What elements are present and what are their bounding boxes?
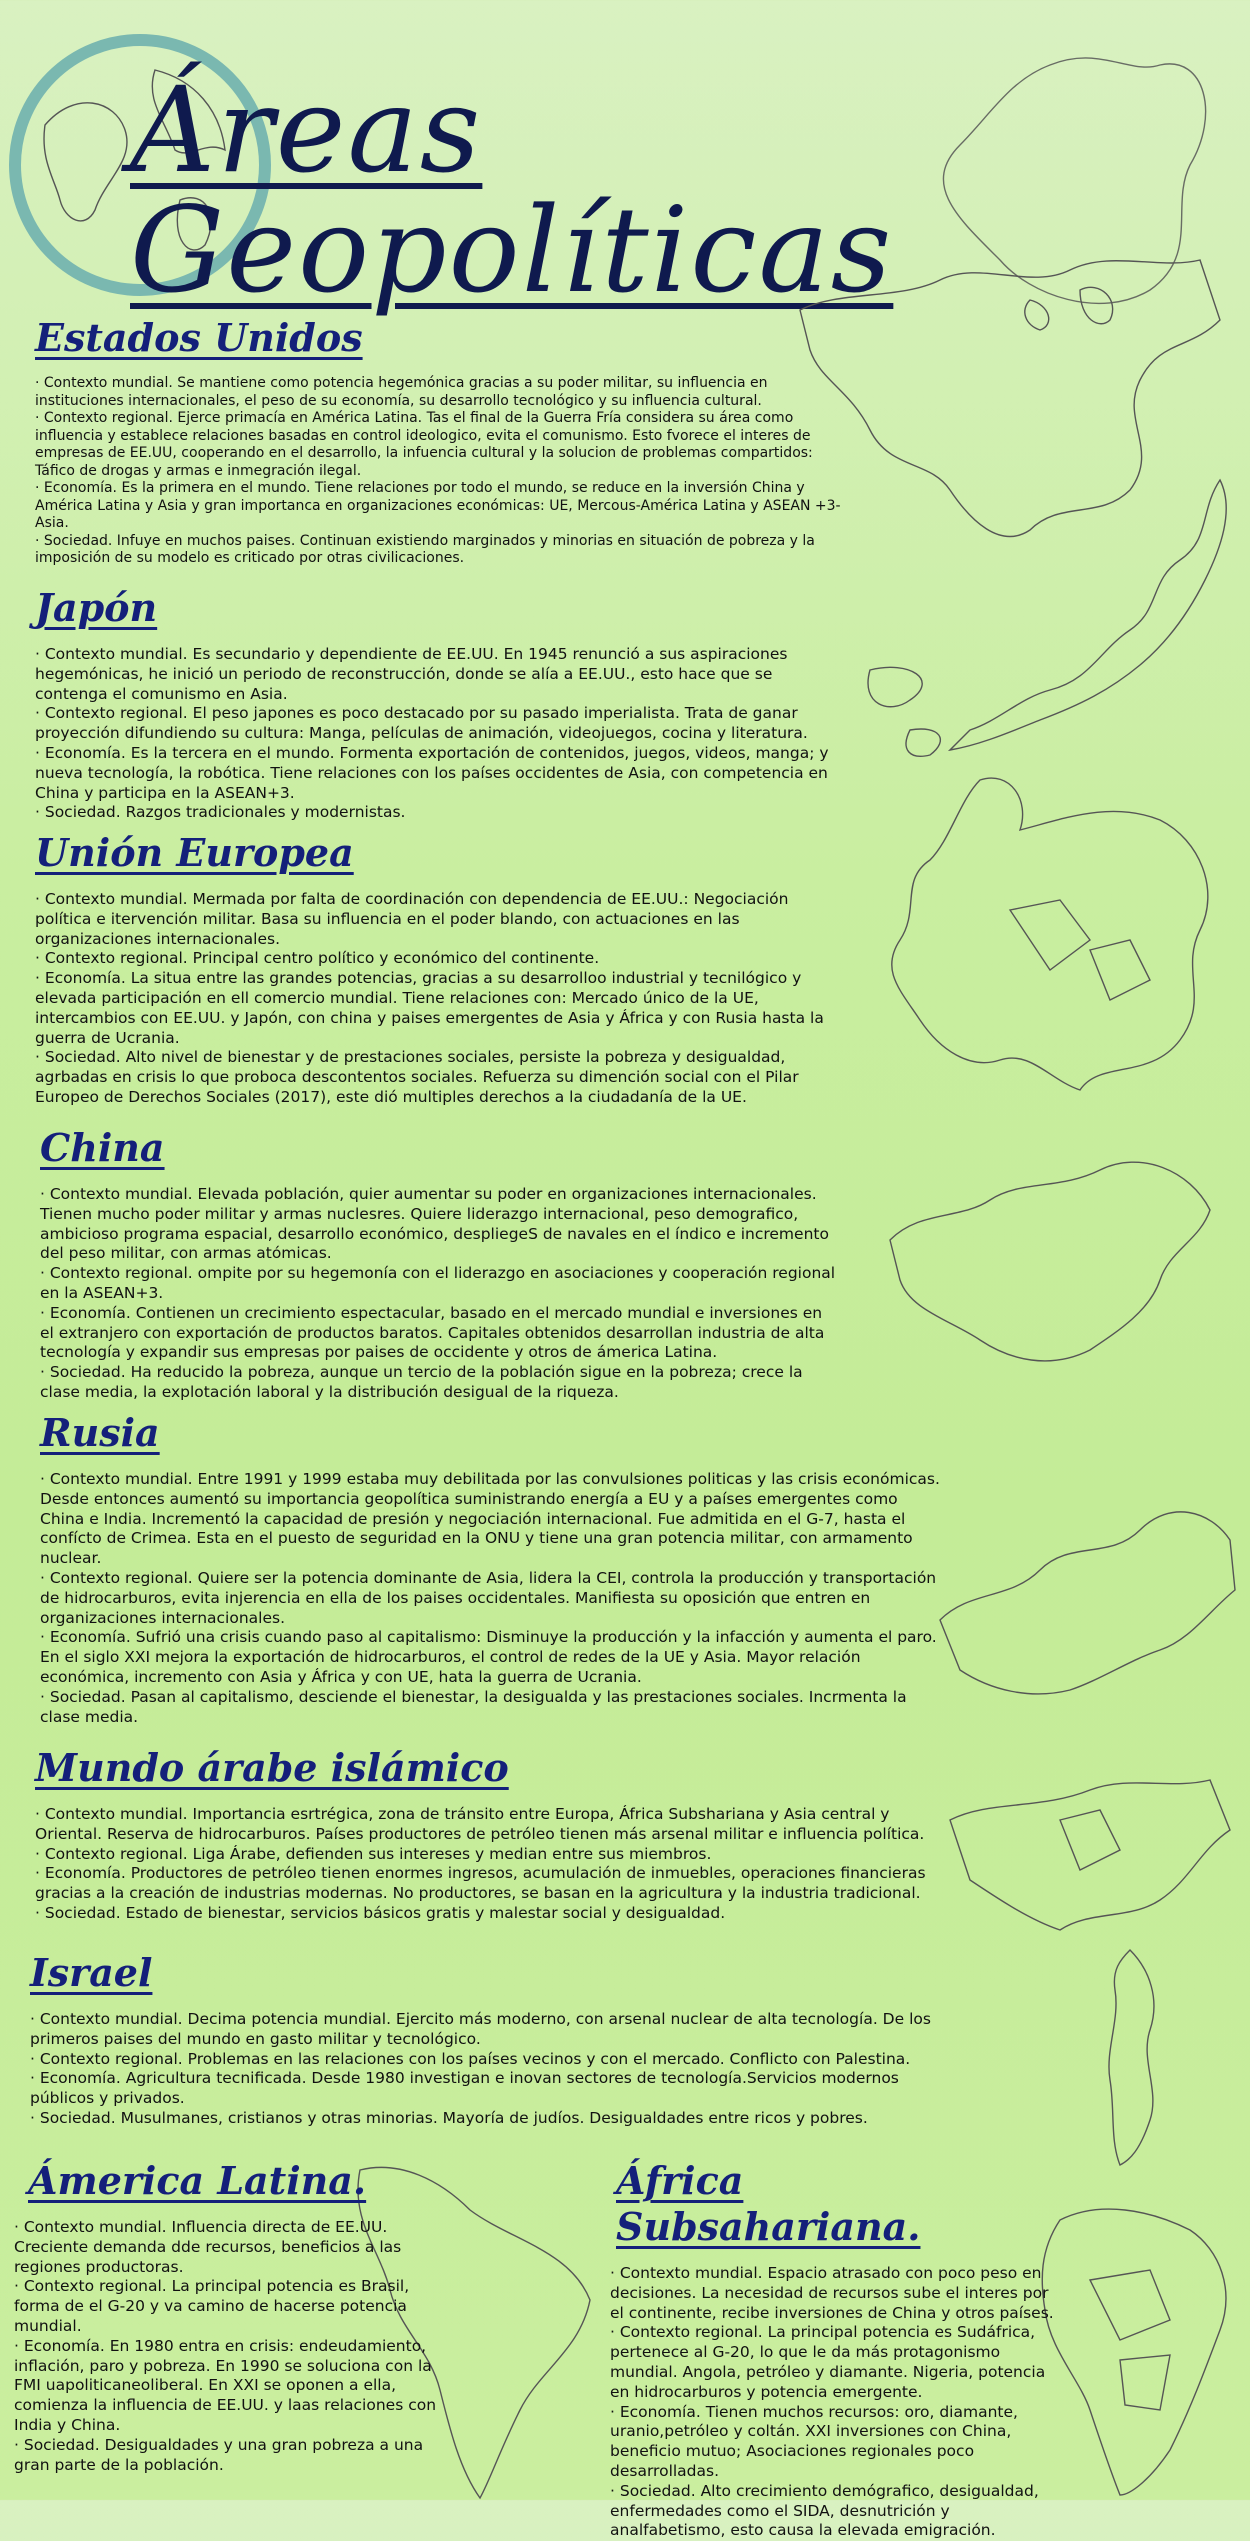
line-contexto-mundial: · Contexto mundial. Es secundario y dependiente de EE.UU. En 1945 renunció a sus aspiraciones hegemónicas, he inició un periodo de reconstrucción, donde se alía a EE.UU., esto hace que se contenga el comunismo en Asia. [35, 645, 788, 703]
line-contexto-regional: · Contexto regional. Quiere ser la potencia dominante de Asia, lidera la CEI, controla la producción y transportación de hidrocarburos, evita injerencia en ella de los paises occidentales. Manifiesta su oposición que entren en organizaciones internacionales. [40, 1568, 937, 1627]
section-union-europea [35, 830, 825, 1108]
section-heading: África Subsahariana. [616, 2158, 921, 2249]
line-economia: · Economía. Tienen muchos recursos: oro, diamante, uranio,petróleo y coltán. XXI inversiones con China, beneficio mutuo; Asociaciones regionales poco desarrolladas. [610, 2402, 1018, 2480]
line-sociedad: · Sociedad. Desigualdades y una gran pobreza a una gran parte de la población. [14, 2435, 424, 2474]
line-contexto-regional: · Contexto regional. Problemas en las relaciones con los países vecinos y con el mercado. Conflicto con Palestina. [30, 2049, 911, 2068]
line-contexto-regional: · Contexto regional. La principal potencia es Brasil, forma de el G-20 y va camino de hacerse potencia mundial. [14, 2277, 410, 2335]
line-sociedad: · Sociedad. Razgos tradicionales y modernistas. [35, 803, 406, 822]
line-contexto-mundial: · Contexto mundial. Decima potencia mundial. Ejercito más moderno, con arsenal nuclear de alta tecnología. De los primeros paises del mundo en gasto militar y tecnológico. [30, 2010, 931, 2048]
africa-map-icon [1030, 2190, 1240, 2500]
line-contexto-mundial: · Contexto mundial. Mermada por falta de coordinación con dependencia de EE.UU.: Negociación política e itervención militar. Basa su influencia en el poder blando, con actuaciones en las organizaciones internacionales. [35, 890, 789, 948]
line-contexto-regional: · Contexto regional. Ejerce primacía en América Latina. Tas el final de la Guerra Fría considera su área como influencia y establece relaciones basadas en control ideologico, evita el comunismo. Esto fvorece el interes de empresas de EE.UU, cooperando en el desarrollo, la infuencia cultural y la solucion de problemas compartidos: Táfico de drogas y armas e inmegración ilegal. [35, 410, 813, 479]
line-economia: · Economía. Es la primera en el mundo. Tiene relaciones por todo el mundo, se reduce en la inversión China y América Latina y Asia y gran importanca en organizaciones económicas: UE, Mercous-América Latina y ASEAN +3- Asia. [35, 480, 841, 531]
line-sociedad: · Sociedad. Pasan al capitalismo, desciende el bienestar, la desigualda y las prestaciones sociales. Incrmenta la clase media. [40, 1687, 907, 1726]
line-contexto-regional: · Contexto regional. Liga Árabe, defienden sus intereses y median entre sus miembros. [35, 1844, 712, 1863]
line-economia: · Economía. Sufrió una crisis cuando paso al capitalismo: Disminuye la producción y la infacción y aumenta el paro. En el siglo XXI mejora la exportación de hidrocarburos, el control de redes de la UE y Asia. Mayor relación económica, incremento con Asia y África y con UE, hata la guerra de Ucrania. [40, 1628, 937, 1686]
line-economia: · Economía. En 1980 entra en crisis: endeudamiento, inflación, paro y pobreza. En 1990 se soluciona con la FMI uapoliticaneoliberal. En XXI se oponen a ella, comienza la influencia de EE.UU. y laas relaciones con India y China. [14, 2336, 437, 2434]
line-contexto-mundial: · Contexto mundial. Influencia directa de EE.UU. Creciente demanda dde recursos, beneficios a las regiones productoras. [14, 2218, 402, 2276]
line-contexto-regional: · Contexto regional. La principal potencia es Sudáfrica, pertenece al G-20, lo que le da más protagonismo mundial. Angola, petróleo y diamante. Nigeria, potencia en hidrocarburos y potencia emergente. [610, 2323, 1046, 2401]
line-contexto-regional: · Contexto regional. El peso japones es poco destacado por su pasado imperialista. Trata de ganar proyección difundiendo su cultura: Manga, películas de animación, videojuegos, cocina y literatura. [35, 704, 808, 743]
section-israel [30, 1950, 935, 2129]
section-heading: Ámerica Latina. [28, 2158, 367, 2203]
line-contexto-mundial: · Contexto mundial. Espacio atrasado con poco peso en decisiones. La necesidad de recursos sube el interes por el continente, recibe inversiones de China y otros países. [610, 2264, 1054, 2322]
section-heading: Israel [30, 1950, 153, 1995]
section-rusia [40, 1410, 940, 1727]
section-mundo-arabe-islamico [35, 1745, 935, 1924]
section-china [40, 1125, 840, 1403]
line-contexto-mundial: · Contexto mundial. Importancia esrtrégica, zona de tránsito entre Europa, África Subshariana y Asia central y Oriental. Reserva de hidrocarburos. Países productores de petróleo tienen más arsenal militar e influencia política. [35, 1805, 925, 1843]
section-heading: China [40, 1125, 165, 1170]
section-america-latina [14, 2158, 444, 2475]
page-title: Áreas Geopolíticas [130, 61, 894, 319]
line-economia: · Economía. Contienen un crecimiento espectacular, basado en el mercado mundial e inversiones en el extranjero con exportación de productos baratos. Capitales obtenidos desarrollan industria de alta tecnología y expandir sus empresas por paises de occidente y otros de ámerica Latina. [40, 1303, 825, 1362]
line-contexto-regional: · Contexto regional. ompite por su hegemonía con el liderazgo en asociaciones y cooperación regional en la ASEAN+3. [40, 1264, 836, 1302]
line-economia: · Economía. Agricultura tecnificada. Desde 1980 investigan e inovan sectores de tecnología.Servicios modernos públicos y privados. [30, 2069, 899, 2108]
japan-map-icon [850, 470, 1240, 800]
line-sociedad: · Sociedad. Estado de bienestar, servicios básicos gratis y malestar social y desigualdad. [35, 1903, 726, 1922]
europe-map-icon [860, 760, 1240, 1110]
line-contexto-mundial: · Contexto mundial. Entre 1991 y 1999 estaba muy debilitada por las convulsiones politicas y las crisis económicas. Desde entonces aumentó su importancia geopolítica suministrando energía a EU y a países emergentes como China e India. Incrementó la capacidad de presión y negociación internacional. Fue admitida en el G-7, hasta el confícto de Crimea. Esta en el puesto de seguridad en la ONU y tiene una gran potencia militar, con armamento nuclear. [40, 1470, 940, 1568]
line-contexto-regional: · Contexto regional. Principal centro político y económico del continente. [35, 949, 600, 968]
russia-map-icon [930, 1480, 1240, 1710]
arab-world-map-icon [940, 1760, 1240, 1940]
line-contexto-mundial: · Contexto mundial. Elevada población, quier aumentar su poder en organizaciones internacionales. Tienen mucho poder militar y armas nuclesres. Quiere liderazgo internacional, peso demografico, ambicioso programa espacial, desarrollo económico, despliegeS de navales en el índico e incremento del peso militar, con armas atómicas. [40, 1185, 829, 1263]
line-contexto-mundial: · Contexto mundial. Se mantiene como potencia hegemónica gracias a su poder militar, su influencia en instituciones internacionales, el peso de su economía, su desarrollo tecnológico y su influencia cultural. [35, 375, 768, 409]
line-sociedad: · Sociedad. Alto crecimiento demógrafico, desigualdad, enfermedades como el SIDA, desnutrición y analfabetismo, esto causa la elevada emigración. [610, 2481, 1039, 2540]
line-sociedad: · Sociedad. Ha reducido la pobreza, aunque un tercio de la población sigue en la pobreza; crece la clase media, la explotación laboral y la distribución desigual de la riqueza. [40, 1363, 803, 1401]
section-heading: Estados Unidos [35, 315, 363, 360]
section-estados-unidos [35, 315, 845, 568]
line-economia: · Economía. La situa entre las grandes potencias, gracias a su desarrolloo industrial y tecnilógico y elevada participación en ell comercio mundial. Tiene relaciones con: Mercado único de la UE, intercambios con EE.UU. y Japón, con china y paises emergentes de Asia y África y con Rusia hasta la guerra de Ucrania. [35, 969, 824, 1047]
line-sociedad: · Sociedad. Musulmanes, cristianos y otras minorias. Mayoría de judíos. Desigualdades entre ricos y pobres. [30, 2108, 868, 2127]
china-map-icon [870, 1140, 1230, 1380]
line-sociedad: · Sociedad. Alto nivel de bienestar y de prestaciones sociales, persiste la pobreza y desigualdad, agrbadas en crisis lo que proboca descontentos sociales. Refuerza su dimención social con el Pilar Europeo de Derechos Sociales (2017), este dió multiples derechos a la ciudadanía de la UE. [35, 1048, 799, 1106]
section-heading: Japón [35, 585, 158, 630]
section-japon [35, 585, 845, 823]
section-heading: Unión Europea [35, 830, 354, 875]
section-heading: Rusia [40, 1410, 160, 1455]
section-heading: Mundo árabe islámico [35, 1745, 509, 1790]
israel-map-icon [1040, 1940, 1240, 2170]
line-economia: · Economía. Productores de petróleo tienen enormes ingresos, acumulación de inmuebles, operaciones financieras gracias a la creación de industrias modernas. No productores, se basan en la agricultura y la industria tradicional. [35, 1864, 926, 1903]
section-africa-subsahariana [610, 2158, 1060, 2541]
line-sociedad: · Sociedad. Infuye en muchos paises. Continuan existiendo marginados y minorias en situación de pobreza y la imposición de su modelo es criticado por otras civilicaciones. [35, 532, 815, 566]
line-economia: · Economía. Es la tercera en el mundo. Formenta exportación de contenidos, juegos, videos, manga; y nueva tecnología, la robótica. Tiene relaciones con los países occidentes de Asia, con competencia en China y participa en la ASEAN+3. [35, 743, 829, 802]
